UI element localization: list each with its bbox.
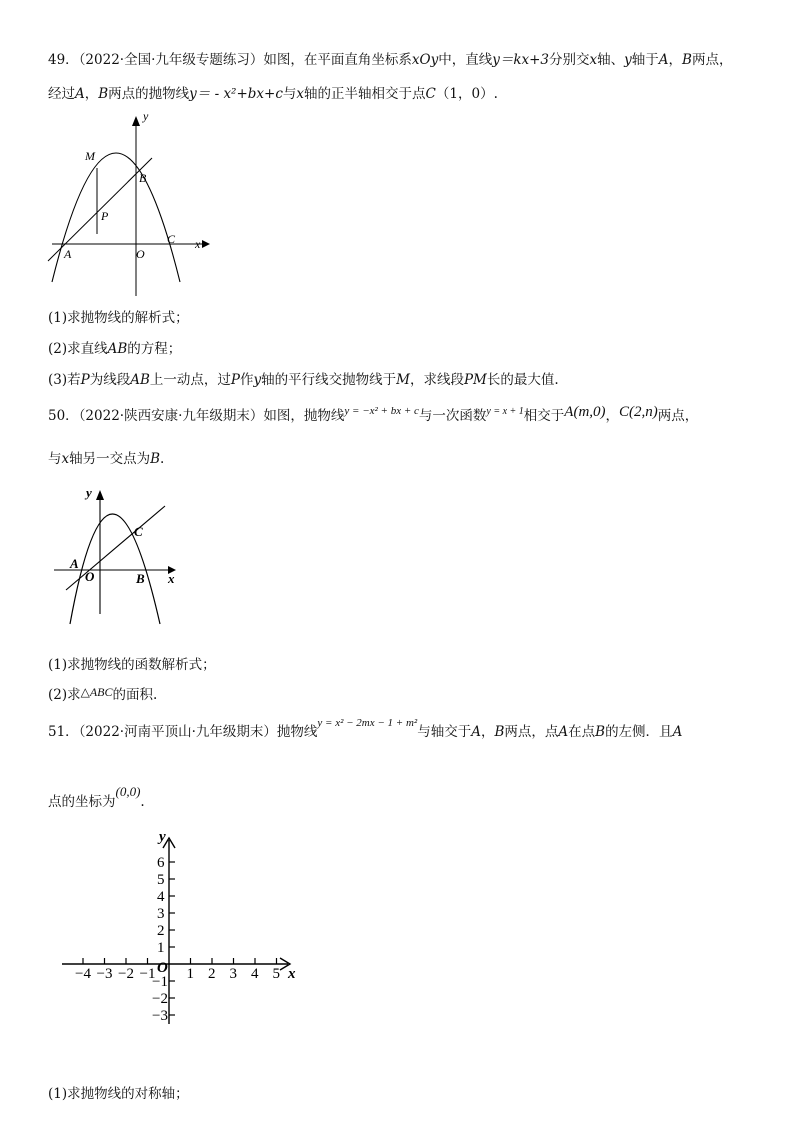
q51-text: B (494, 724, 505, 740)
q49-text: 上一动点，过 (149, 372, 231, 388)
q49-text: 轴的正半轴相交于点 (304, 86, 426, 102)
q49-text: B (682, 52, 692, 68)
q49-sub1: (1)求抛物线的解析式； (48, 310, 189, 326)
q50-parabola (70, 514, 160, 624)
q49-figure (44, 106, 224, 302)
q49-text: A (658, 52, 669, 68)
q51-ticks (75, 855, 280, 1024)
q50-text: B (150, 451, 161, 467)
q50-text: . (160, 451, 165, 467)
q51-text: 的左侧．且 (605, 724, 673, 740)
q51-label-y: y (159, 832, 166, 845)
q50-text: 相交于 (523, 408, 565, 424)
q49-text: 如图，在平面直角坐标系 (263, 52, 412, 68)
q51-y-tick-label: −3 (152, 1008, 168, 1024)
q50-sub1: (1)求抛物线的函数解析式； (48, 657, 216, 673)
q51-y-tick-label: −1 (152, 974, 168, 990)
q50-source: （2022·陕西安康·九年级期末） (78, 408, 264, 424)
q49-text: 分别交 (549, 52, 590, 68)
q51-x-tick-label: −2 (118, 966, 134, 982)
q49-text: 为线段 (89, 372, 131, 388)
q49-x-arrow (202, 240, 210, 248)
q49-label-y: y (143, 109, 149, 123)
q51-point-a: (0,0) (115, 784, 141, 799)
q51-text: A (471, 724, 481, 740)
q50-label-a: A (70, 556, 79, 571)
q51-text: ， (480, 724, 495, 740)
q49-text: (2)求直线 (48, 341, 108, 357)
q49-sub3 (48, 370, 559, 390)
q50-text: 两点， (657, 408, 699, 424)
q49-label-m: M (85, 149, 95, 163)
q50-label-y: y (86, 485, 92, 500)
q49-text: 两点的抛物线 (108, 86, 190, 102)
q49-label-a: A (64, 247, 72, 261)
q49-text: P (230, 372, 240, 388)
q50-point-c: C(2,n) (619, 404, 658, 420)
q49-text: M (396, 372, 410, 388)
q50-text: 的面积. (112, 687, 158, 703)
q49-text: 轴的平行线交抛物线于 (261, 372, 397, 388)
q51-text: 与轴交于 (417, 724, 472, 740)
q49-line-equation: y＝kx+3 (492, 52, 550, 68)
q51-text: 点的坐标为 (48, 794, 116, 810)
q49-text: P (80, 372, 90, 388)
q49-text: y (624, 52, 632, 68)
q51-sub1: (1)求抛物线的对称轴； (48, 1086, 189, 1102)
q49-line2 (48, 84, 498, 104)
q51-y-tick-label: 6 (157, 855, 165, 871)
q49-text: 轴于 (631, 52, 659, 68)
q51-text: A (558, 724, 569, 740)
q49-text: PM (463, 372, 487, 388)
q51-parabola-equation: y = x² − 2mx − 1 + m² (317, 717, 418, 729)
q50-text: 与 (48, 451, 62, 467)
q49-line1 (48, 50, 732, 70)
q50-text: x (61, 451, 70, 467)
q49-text: B (98, 86, 109, 102)
q51-grid-figure (58, 832, 308, 1032)
q49-text: AB (107, 341, 128, 357)
q50-triangle: △ABC (80, 685, 113, 699)
q49-source: （2022·全国·九年级专题练习） (78, 52, 264, 68)
q50-label-b: B (136, 571, 145, 586)
q50-sub2 (48, 685, 157, 705)
q51-y-tick-label: 2 (157, 923, 165, 939)
q49-label-x: x (195, 237, 201, 251)
q51-text: . (140, 794, 145, 810)
q49-label-o: O (136, 247, 145, 261)
q50-parabola-equation: y = −x² + bx + c (344, 405, 419, 417)
q51-y-tick-label: 1 (157, 940, 165, 956)
q50-line-ac (66, 506, 165, 590)
q49-text: 与 (282, 86, 297, 102)
q49-number: 49． (48, 52, 79, 68)
q49-parabola (52, 153, 180, 282)
q50-line1 (48, 406, 698, 428)
q49-text: x (589, 52, 598, 68)
q49-text: 长的最大值. (486, 372, 559, 388)
q50-text: (2)求 (48, 687, 81, 703)
q49-text: y (253, 372, 262, 388)
q51-x-tick-label: −1 (139, 966, 156, 982)
q51-text: 两点，点 (504, 724, 559, 740)
q49-text: 的方程； (127, 341, 182, 357)
q49-parabola-equation: y＝ - x²+bx+c (189, 86, 283, 102)
q49-text: AB (130, 372, 150, 388)
q49-text: ， (668, 52, 683, 68)
q50-label-c: C (134, 524, 143, 539)
q49-text: A (75, 86, 85, 102)
q50-line-equation: y = x + 1 (486, 406, 524, 417)
q49-label-c: C (167, 232, 176, 246)
q51-x-tick-label: 5 (272, 966, 280, 982)
q51-x-tick-label: 3 (229, 966, 237, 982)
q49-text: 轴、 (597, 52, 625, 68)
q50-text: 轴另一交点为 (69, 451, 151, 467)
q51-label-origin: O (157, 960, 168, 976)
q49-text: （1，0）. (435, 86, 498, 102)
q51-text: 抛物线 (276, 724, 318, 740)
q50-text: 与一次函数 (418, 408, 487, 424)
q50-label-x: x (168, 571, 175, 586)
q49-sub2 (48, 339, 181, 359)
q50-text: ， (605, 408, 620, 424)
q51-y-tick-label: −2 (152, 991, 168, 1007)
q50-figure (50, 484, 190, 632)
q51-text: 在点 (568, 724, 596, 740)
q49-text: C (425, 86, 436, 102)
q51-line2 (48, 784, 145, 812)
q51-x-tick-label: −3 (96, 966, 113, 982)
q51-x-tick-label: 2 (208, 966, 216, 982)
q51-text: B (595, 724, 606, 740)
q49-text: 经过 (48, 86, 75, 102)
q49-text: (3)若 (48, 372, 81, 388)
q51-label-x: x (288, 966, 296, 982)
q51-source: （2022·河南平顶山·九年级期末） (78, 724, 277, 740)
q50-number: 50． (48, 408, 79, 424)
q49-text: ， (84, 86, 99, 102)
q50-y-arrow (96, 490, 104, 500)
q50-point-a: A(m,0) (564, 404, 606, 420)
q51-x-tick-label: 4 (251, 966, 259, 982)
q49-text: 两点， (691, 52, 733, 68)
q51-y-tick-label: 3 (157, 906, 165, 922)
q50-label-o: O (85, 569, 95, 584)
q51-x-tick-label: −4 (75, 966, 91, 982)
q49-text: ，求线段 (409, 372, 464, 388)
q51-y-tick-label: 5 (157, 872, 165, 888)
q51-x-tick-label: 1 (186, 966, 194, 982)
q49-text: x (296, 86, 305, 102)
q49-text: xOy (411, 52, 439, 68)
q51-line1 (48, 717, 683, 743)
q49-label-p: P (101, 209, 109, 223)
q51-number: 51． (48, 724, 79, 740)
q49-text: 中，直线 (438, 52, 493, 68)
q50-line2 (48, 449, 164, 469)
q49-y-arrow (132, 116, 140, 126)
q49-label-b: B (139, 171, 147, 185)
q51-y-tick-label: 4 (157, 889, 165, 905)
q50-text: 如图，抛物线 (263, 408, 345, 424)
q49-text: 作 (239, 372, 254, 388)
q51-text: A (672, 724, 683, 740)
